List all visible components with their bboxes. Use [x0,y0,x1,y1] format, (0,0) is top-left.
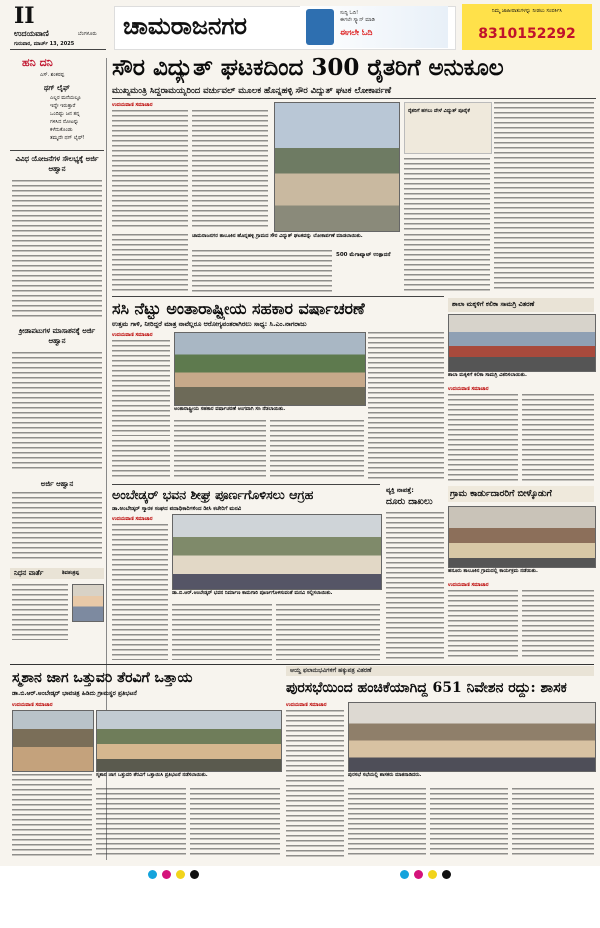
qr-phone-icon [306,9,334,45]
story4-caption: ಡಾ.ಬಿ.ಆರ್.ಅಂಬೇಡ್ಕರ್ ಭವನ ನಿರ್ಮಾಣ ಕಾಮಗಾರಿ ಪೂರ್ಣಗೊಳಿಸುವಂತೆ ಮನವಿ ಸಲ್ಲಿಸಲಾಯಿತು. [172,590,333,596]
apply-body [12,492,102,560]
story7-byline: ಉದಯವಾಣಿ ಸಮಾಚಾರ [12,702,53,708]
story2-subhead: ಉತ್ತಮ ಗಾಳಿ, ನೀರಿದ್ದರೆ ಮಾತ್ರ ನಾವೆಲ್ಲರೂ ಆರೋಗ್ಯವಂತರಾಗಿರಲು ಸಾಧ್ಯ: ಸಿ.ಎಂ.ನಾಗರಾಜು [112,320,307,328]
scheme-body [12,180,102,318]
masthead-rule [10,49,106,50]
masthead-ad-qr [300,6,448,48]
registration-dot-yellow [176,870,185,879]
honey-dani-logo: ಹನಿ ದನಿ [22,56,53,69]
story7-photo-2 [96,710,282,772]
story2-col5 [112,440,170,480]
story7-photo-1 [12,710,94,772]
sports-heading: ಕ್ರೀಡಾಪಟುಗಳ ಮಾಸಾಶನಕ್ಕೆ ಅರ್ಜಿ ಆಹ್ವಾನ [18,327,96,345]
registration-dot-magenta [162,870,171,879]
story1-col6 [192,250,332,292]
story6-byline: ಉದಯವಾಣಿ ಸಮಾಚಾರ [448,582,489,588]
ad-phone-number: 8310152292 [478,26,576,42]
registration-dot-black-2 [442,870,451,879]
story1-headline: ಸೌರ ವಿದ್ಯುತ್ ಘಟಕದಿಂದ 300 ರೈತರಿಗೆ ಅನುಕೂಲ [112,54,504,81]
story6-headline: ಗ್ರಾಮ ಕಾರ್ಡುದಾರರಿಗೆ ಬೀಳ್ಕೊಡುಗೆ [450,489,552,499]
story4-col1 [112,524,168,660]
story2-col1 [112,340,170,436]
story4-byline: ಉದಯವಾಣಿ ಸಮಾಚಾರ [112,516,153,522]
registration-dot-magenta-2 [414,870,423,879]
registration-dot-cyan [148,870,157,879]
story6-caption: ಹನೂರು ತಾಲೂಕಿನ ಗ್ರಾಮದಲ್ಲಿ ಕಾರ್ಯಕ್ರಮ ನಡೆಯಿತು. [448,568,538,574]
story4-top-rule [112,484,380,485]
story4-col2 [172,604,272,660]
story8-kicker: ಆಯ್ದ ಫಲಾನುಭವಿಗಳಿಗೆ ಹಕ್ಕುಪತ್ರ ವಿತರಣೆ [290,667,372,674]
honey-dani-author: ಎಸ್. ಶಂಕರಪ್ಪ [40,72,65,78]
story8-col4 [512,788,594,858]
poem-line-1: ಎಲ್ಲರ ಮನೆಯಲ್ಲೂ [50,95,82,101]
story1-subhead: ಮುಖ್ಯಮಂತ್ರಿ ಸಿದ್ದರಾಮಯ್ಯರಿಂದ ವರ್ಚುವಲ್ ಮೂಲಕ ಹೊನ್ನಹಳ್ಳಿ ಸೌರ ವಿದ್ಯುತ್ ಘಟಕ ಲೋಕಾರ್ಪಣೆ [112,86,392,96]
story4-photo [172,514,382,590]
story3-photo [448,314,596,372]
story1-highlight-2: ರೈತರಿಗೆ ಹಗಲು ವೇಳೆ ವಿದ್ಯುತ್ ಪೂರೈಕೆ [408,108,470,114]
story2-col2 [174,420,266,480]
story3-caption: ಶಾಲಾ ಮಕ್ಕಳಿಗೆ ಕಲಿಕಾ ಸಾಮಗ್ರಿ ವಿತರಿಸಲಾಯಿತು. [448,372,527,378]
ad-line-1: ಸುದ್ದಿ ಓದಿ! [340,10,359,16]
poem-title: ಥಗ್ ಲೈಫ್ [44,84,70,92]
story3-headline: ಶಾಲಾ ಮಕ್ಕಳಿಗೆ ಕಲಿಕಾ ಸಾಮಗ್ರಿ ವಿತರಣೆ [452,300,535,308]
story6-col2 [522,590,594,660]
poem-line-5: ಕಳೆದುಕೊಂಡು [50,127,73,133]
story7-headline: ಸ್ಮಶಾನ ಜಾಗ ಒತ್ತುವರಿ ತೆರವಿಗೆ ಒತ್ತಾಯ [12,670,193,686]
story2-headline: ಸಸಿ ನೆಟ್ಟು ಅಂತಾರಾಷ್ಟ್ರೀಯ ಸಹಕಾರ ವರ್ಷಾಚರಣೆ [112,299,365,318]
story8-photo [348,702,596,772]
story7-col2 [96,788,186,858]
issue-date: ಗುರುವಾರ, ಮಾರ್ಚ್ 13, 2025 [14,41,75,47]
story7-col3 [190,788,280,858]
story4-subhead: ಡಾ.ಅಂಬೇಡ್ಕರ್ ಸ್ಮಾರಕ ಸಂಘದ ಪದಾಧಿಕಾರಿಗಳಿಂದ ಡೀಸಿ ಕಚೇರಿಗೆ ಮನವಿ [112,506,242,512]
story5-body [386,512,444,660]
story1-col1 [112,110,188,230]
story3-byline: ಉದಯವಾಣಿ ಸಮಾಚಾರ [448,386,489,392]
paper-name: ಉದಯವಾಣಿ [14,29,49,38]
poem-line-4: ಗಳಿಸಿದ ನೋಟನ್ನು [50,119,79,125]
page-number: II [14,3,35,29]
poem-line-2: ಇದ್ದೇ ಇರುತ್ತಾರೆ [50,103,76,109]
registration-marks [0,866,600,928]
story8-caption: ಪುರಸಭೆ ಸಭೆಯಲ್ಲಿ ಶಾಸಕರು ಮಾತನಾಡಿದರು. [348,772,422,778]
story1-byline: ಉದಯವಾಣಿ ಸಮಾಚಾರ [112,102,153,108]
story2-photo [174,332,366,406]
story8-col3 [430,788,508,858]
story1-col4 [494,102,594,292]
story2-top-rule [112,296,444,297]
obituary-heading: ನಿಧನ ವಾರ್ತೆ [14,569,44,577]
story7-caption: ಸ್ಮಶಾನ ಜಾಗ ಒತ್ತುವರಿ ತೆರವಿಗೆ ಒತ್ತಾಯಿಸಿ ಪ್ರತಿಭಟನೆ ನಡೆಸಲಾಯಿತು. [96,772,208,778]
obituary-body [12,584,68,640]
story1-col5 [112,234,188,292]
left-rule-1 [10,150,104,151]
story1-col3 [404,158,490,230]
story2-col4 [368,332,444,480]
story1-col7 [404,234,490,292]
story8-col1 [286,710,344,858]
story4-headline: ಅಂಬೇಡ್ಕರ್ ಭವನ ಶೀಘ್ರ ಪೂರ್ಣಗೊಳಿಸಲು ಆಗ್ರಹ [112,487,314,502]
story7-subhead: ಡಾ.ಬಿ.ಆರ್.ಅಂಬೇಡ್ಕರ್ ಭಾವಚಿತ್ರ ಹಿಡಿದು ಗ್ರಾಮಸ್ಥರ ಪ್ರತಿಭಟನೆ [12,690,137,697]
obituary-photo [72,584,104,622]
story1-photo-main [274,102,400,232]
story1-col2 [192,110,268,230]
registration-dot-yellow-2 [428,870,437,879]
poem-line-3: ಒಂದಿಷ್ಟು ಜನ ತನ್ನ [50,111,80,117]
apply-heading: ಅರ್ಜಿ ಆಹ್ವಾನ [40,480,74,488]
story2-caption: ಅಂತಾರಾಷ್ಟ್ರೀಯ ಸಹಕಾರ ವರ್ಷಾಚರಣೆ ಅಂಗವಾಗಿ ಸಸಿ ನೆಡಲಾಯಿತು. [174,406,286,412]
edition-name: ಬೆಂಗಳೂರು [78,31,97,37]
story2-byline: ಉದಯವಾಣಿ ಸಮಾಚಾರ [112,332,153,338]
story1-highlight-1: 500 ಮೆಗಾವ್ಯಾಟ್ ಉತ್ಪಾದನೆ [336,252,391,258]
story2-col3 [270,420,364,480]
ad-headline: ಈಗಲೇ ಓದಿ [340,28,373,37]
story8-byline: ಉದಯವಾಣಿ ಸಮಾಚಾರ [286,702,327,708]
story6-col1 [448,590,518,660]
ad-right-text: ನಿಮ್ಮ ಜಾಹೀರಾತುಗಳನ್ನು ನೀಡಲು ಸಂಪರ್ಕಿಸಿ [492,8,562,14]
story1-rule [112,98,596,99]
registration-dot-black [190,870,199,879]
obituary-name: ಶಿವಶಂಕ್ರಪ್ಪ [62,570,79,576]
sports-body [12,352,102,472]
story5-headline: ದೂರು ದಾಖಲು [386,497,433,507]
ad-line-2: ಈಗಲೇ ಸ್ಕ್ಯಾನ್ ಮಾಡಿ [340,17,375,23]
story8-headline: ಪುರಸಭೆಯಿಂದ ಹಂಚಿಕೆಯಾಗಿದ್ದ 651 ನಿವೇಶನ ರದ್ದು: ಶಾಸಕ [286,680,567,696]
bottom-section-rule [10,664,594,665]
story4-col3 [276,604,380,660]
section-title: ಚಾಮರಾಜನಗರ [123,11,248,40]
story3-col1 [448,394,518,484]
story1-caption: ಚಾಮರಾಜನಗರ ತಾಲೂಕಿನ ಹೊನ್ನಹಳ್ಳಿ ಗ್ರಾಮದ ಸೌರ ವಿದ್ಯುತ್ ಘಟಕವನ್ನು ಲೋಕಾರ್ಪಣೆ ಮಾಡಲಾಯಿತು. [192,233,363,239]
story8-col2 [348,788,426,858]
masthead-ad-right [462,4,592,50]
poem-line-6: ತಮ್ಮದೇ ಥಗ್ ಲೈಫ್! [50,135,85,141]
story6-photo [448,506,596,568]
story7-col1 [12,774,92,858]
story5-kicker: ವ್ಯಕ್ತಿ ನಾಪತ್ತೆ: [386,486,414,494]
scheme-heading: ವಿವಿಧ ಯೋಜನೆಗಳ ಸೌಲಭ್ಯಕ್ಕೆ ಅರ್ಜಿ ಆಹ್ವಾನ [15,155,99,173]
registration-dot-cyan-2 [400,870,409,879]
story3-col2 [522,394,594,484]
